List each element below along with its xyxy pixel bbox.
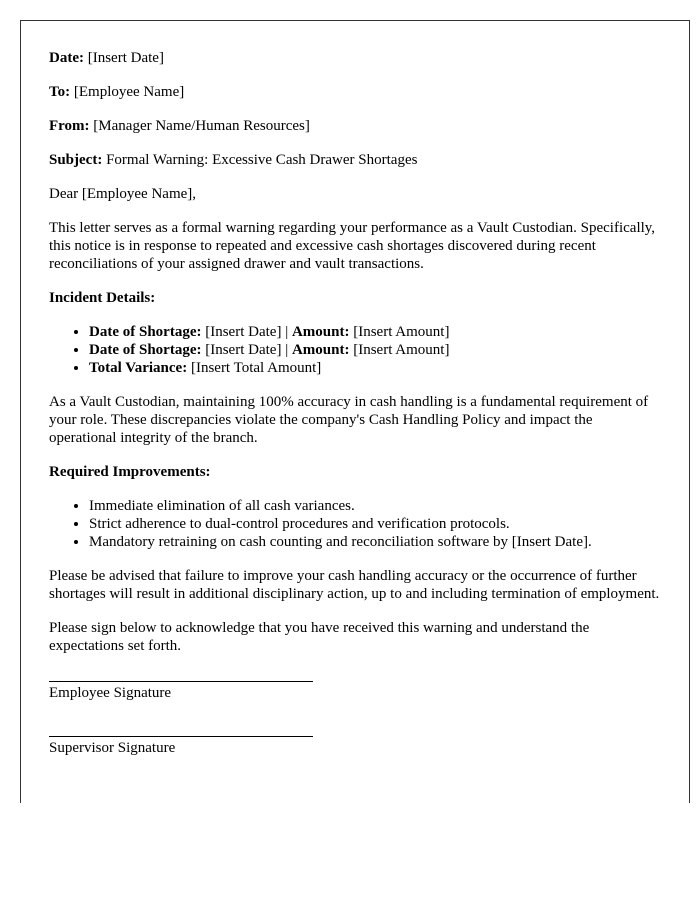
subject-line: Subject: Formal Warning: Excessive Cash Drawer Shortages xyxy=(49,152,418,168)
intro-paragraph: This letter serves as a formal warning regarding your performance as a Vault Custodian. Specifically, this notice is in response to repeated and excessive cash shortages discovered during recent reconciliations of your assigned drawer and vault transactions. xyxy=(49,220,656,272)
from-line: From: [Manager Name/Human Resources] xyxy=(49,118,310,134)
list-item: • Immediate elimination of all cash variances. xyxy=(89,497,661,515)
acknowledge-paragraph: Please sign below to acknowledge that you have received this warning and understand the expectations set forth. xyxy=(49,620,590,654)
employee-signature-block xyxy=(49,681,661,702)
list-item: • Strict adherence to dual-control procedures and verification protocols. xyxy=(89,515,661,533)
list-item: • Mandatory retraining on cash counting and reconciliation software by [Insert Date]. xyxy=(89,533,661,551)
to-line: To: [Employee Name] xyxy=(49,84,185,100)
incident-heading: Incident Details: xyxy=(49,290,156,306)
employee-signature-label: Employee Signature xyxy=(49,685,172,701)
incident-list xyxy=(49,323,661,377)
list-item: • Date of Shortage: [Insert Date] | Amount: [Insert Amount] xyxy=(89,323,661,341)
supervisor-signature-line xyxy=(49,736,313,737)
list-item: • Date of Shortage: [Insert Date] | Amount: [Insert Amount] xyxy=(89,341,661,359)
salutation: Dear [Employee Name], xyxy=(49,186,197,202)
date-line: Date: [Insert Date] xyxy=(49,50,164,66)
signature-section xyxy=(49,681,661,757)
list-item: • Total Variance: [Insert Total Amount] xyxy=(89,359,661,377)
policy-paragraph: As a Vault Custodian, maintaining 100% accuracy in cash handling is a fundamental requirement of your role. These discrepancies violate the company's Cash Handling Policy and impact the operational integrity of the branch. xyxy=(49,394,649,446)
supervisor-signature-label: Supervisor Signature xyxy=(49,740,176,756)
improvements-heading: Required Improvements: xyxy=(49,464,211,480)
employee-signature-line xyxy=(49,681,313,682)
improvements-list xyxy=(49,497,661,551)
letter-page xyxy=(20,20,690,803)
advisory-paragraph: Please be advised that failure to improve your cash handling accuracy or the occurrence of further shortages will result in additional disciplinary action, up to and including termination of employment. xyxy=(49,568,660,602)
supervisor-signature-block xyxy=(49,736,661,757)
